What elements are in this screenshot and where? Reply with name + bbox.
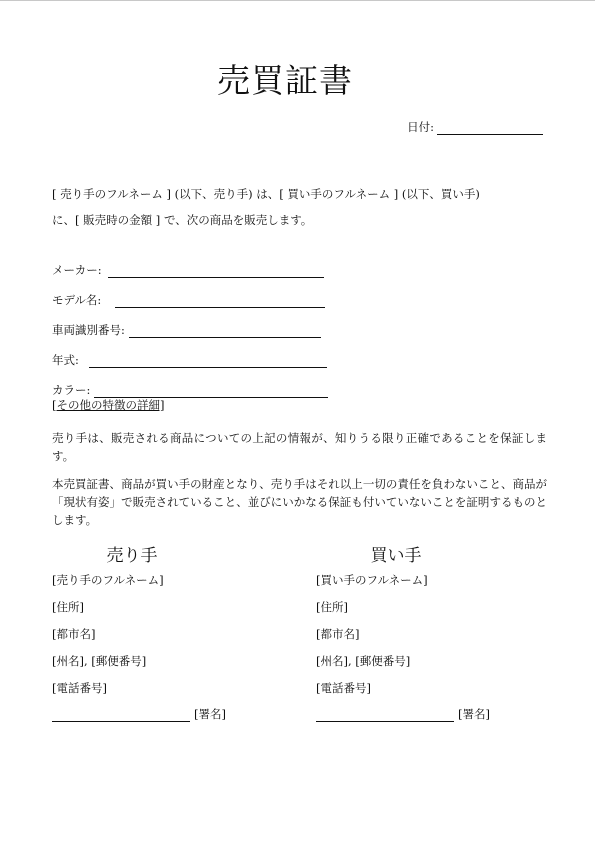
other-details-label: [その他の特徴の詳細] xyxy=(52,398,165,412)
accuracy-paragraph: 売り手は、販売される商品についての上記の情報が、知りうる限り正確であることを保証します。 xyxy=(52,431,547,463)
date-label: 日付: xyxy=(407,120,434,134)
field-label: 車両識別番号: xyxy=(52,323,125,337)
year-blank-line[interactable] xyxy=(89,357,327,368)
seller-phone: [電話番号] xyxy=(52,681,107,695)
vehicle-fields xyxy=(52,248,352,398)
seller-address: [住所] xyxy=(52,600,84,614)
field-label: 年式: xyxy=(52,353,79,367)
date-blank-line[interactable] xyxy=(437,124,543,135)
intro-line-1: [ 売り手のフルネーム ] (以下、売り手) は、[ 買い手のフルネーム ] (以下、買い手) xyxy=(52,187,480,201)
vin-blank-line[interactable] xyxy=(129,327,321,338)
date-row xyxy=(407,119,543,135)
document-page xyxy=(0,1,595,841)
as-is-paragraph: 本売買証書、商品が買い手の財産となり、売り手はそれ以上一切の責任を負わないこと、商品が「現状有姿」で販売されていること、並びにいかなる保証も付いていないことを証明するものとします。 xyxy=(52,477,547,527)
buyer-signature-line[interactable] xyxy=(316,711,454,722)
field-label: メーカー: xyxy=(52,263,102,277)
field-maker xyxy=(52,248,352,278)
maker-blank-line[interactable] xyxy=(108,267,324,278)
buyer-phone: [電話番号] xyxy=(316,681,371,695)
seller-heading: 売り手 xyxy=(106,546,158,566)
field-label: カラー: xyxy=(52,383,91,397)
buyer-heading: 買い手 xyxy=(370,546,422,566)
model-blank-line[interactable] xyxy=(115,297,325,308)
field-label: モデル名: xyxy=(52,293,102,307)
buyer-signature-row xyxy=(316,706,556,722)
field-model xyxy=(52,278,352,308)
buyer-city: [都市名] xyxy=(316,627,360,641)
buyer-address: [住所] xyxy=(316,600,348,614)
seller-signature-line[interactable] xyxy=(52,711,190,722)
terms-paragraphs xyxy=(52,429,547,539)
seller-city: [都市名] xyxy=(52,627,96,641)
seller-column xyxy=(52,541,292,722)
buyer-state-zip: [州名], [郵便番号] xyxy=(316,654,411,668)
buyer-column xyxy=(316,541,556,722)
seller-signature-label: [署名] xyxy=(194,707,226,721)
buyer-signature-label: [署名] xyxy=(458,707,490,721)
field-year xyxy=(52,338,352,368)
seller-state-zip: [州名], [郵便番号] xyxy=(52,654,147,668)
field-vin xyxy=(52,308,352,338)
buyer-name: [買い手のフルネーム] xyxy=(316,573,428,587)
document-title: 売買証書 xyxy=(217,61,353,100)
seller-signature-row xyxy=(52,706,292,722)
seller-name: [売り手のフルネーム] xyxy=(52,573,164,587)
intro-line-2: に、[ 販売時の金額 ] で、次の商品を販売します。 xyxy=(52,213,313,227)
field-color xyxy=(52,368,352,398)
intro-statement xyxy=(52,181,552,233)
